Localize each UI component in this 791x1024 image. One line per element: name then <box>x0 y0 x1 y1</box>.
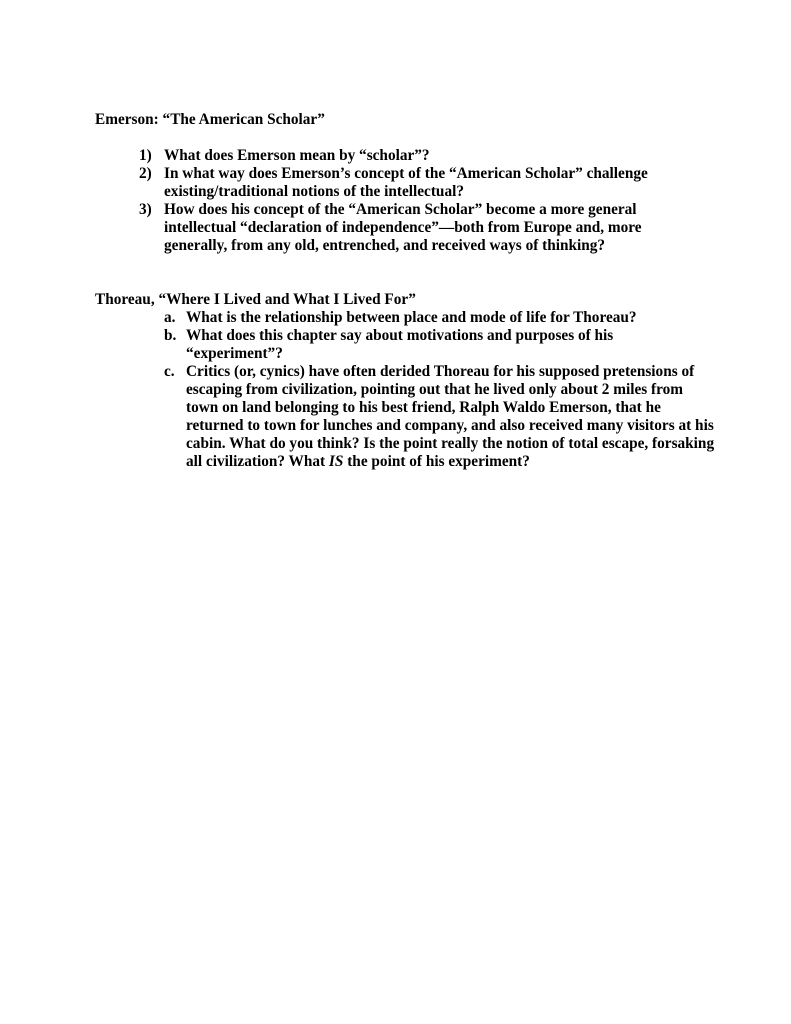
thoreau-section-heading: Thoreau, “Where I Lived and What I Lived For” <box>95 291 416 308</box>
question-letter: b. <box>164 327 177 344</box>
question-text: In what way does Emerson’s concept of the “American Scholar” challenge existing/traditional notions of the intellectual? <box>164 165 648 200</box>
emerson-question-2 <box>139 165 684 201</box>
question-text: What is the relationship between place and mode of life for Thoreau? <box>186 309 637 326</box>
emerson-question-list <box>139 147 739 255</box>
question-text-part: the point of his experiment? <box>343 453 530 470</box>
question-text <box>186 363 718 471</box>
thoreau-question-list <box>164 309 724 471</box>
question-number: 1) <box>139 147 152 164</box>
question-text: What does Emerson mean by “scholar”? <box>164 147 430 164</box>
thoreau-question-c <box>164 363 718 471</box>
question-number: 2) <box>139 165 152 182</box>
question-letter: a. <box>164 309 176 326</box>
emerson-question-3 <box>139 201 674 255</box>
question-number: 3) <box>139 201 152 218</box>
question-text-part: Critics (or, cynics) have often derided Thoreau for his supposed pretensions of escaping from civilization, pointing out that he lived only about 2 miles from town on land belonging to his best friend, Ralph Waldo Emerson, that he returned to town for lunches and company, and also received many visitors at his cabin. What do you think? Is the point really the notion of total escape, forsaking all civilization? What <box>186 363 715 470</box>
emerson-section-heading: Emerson: “The American Scholar” <box>95 111 325 128</box>
thoreau-question-b <box>164 327 661 363</box>
emphasized-word: IS <box>328 453 344 470</box>
thoreau-question-a <box>164 309 686 327</box>
emerson-question-1 <box>139 147 504 165</box>
question-text: How does his concept of the “American Scholar” become a more general intellectual “declaration of independence”—both from Europe and, more generally, from any old, entrenched, and received ways of thinking? <box>164 201 642 254</box>
question-text: What does this chapter say about motivations and purposes of his “experiment”? <box>186 327 614 362</box>
question-letter: c. <box>164 363 175 380</box>
